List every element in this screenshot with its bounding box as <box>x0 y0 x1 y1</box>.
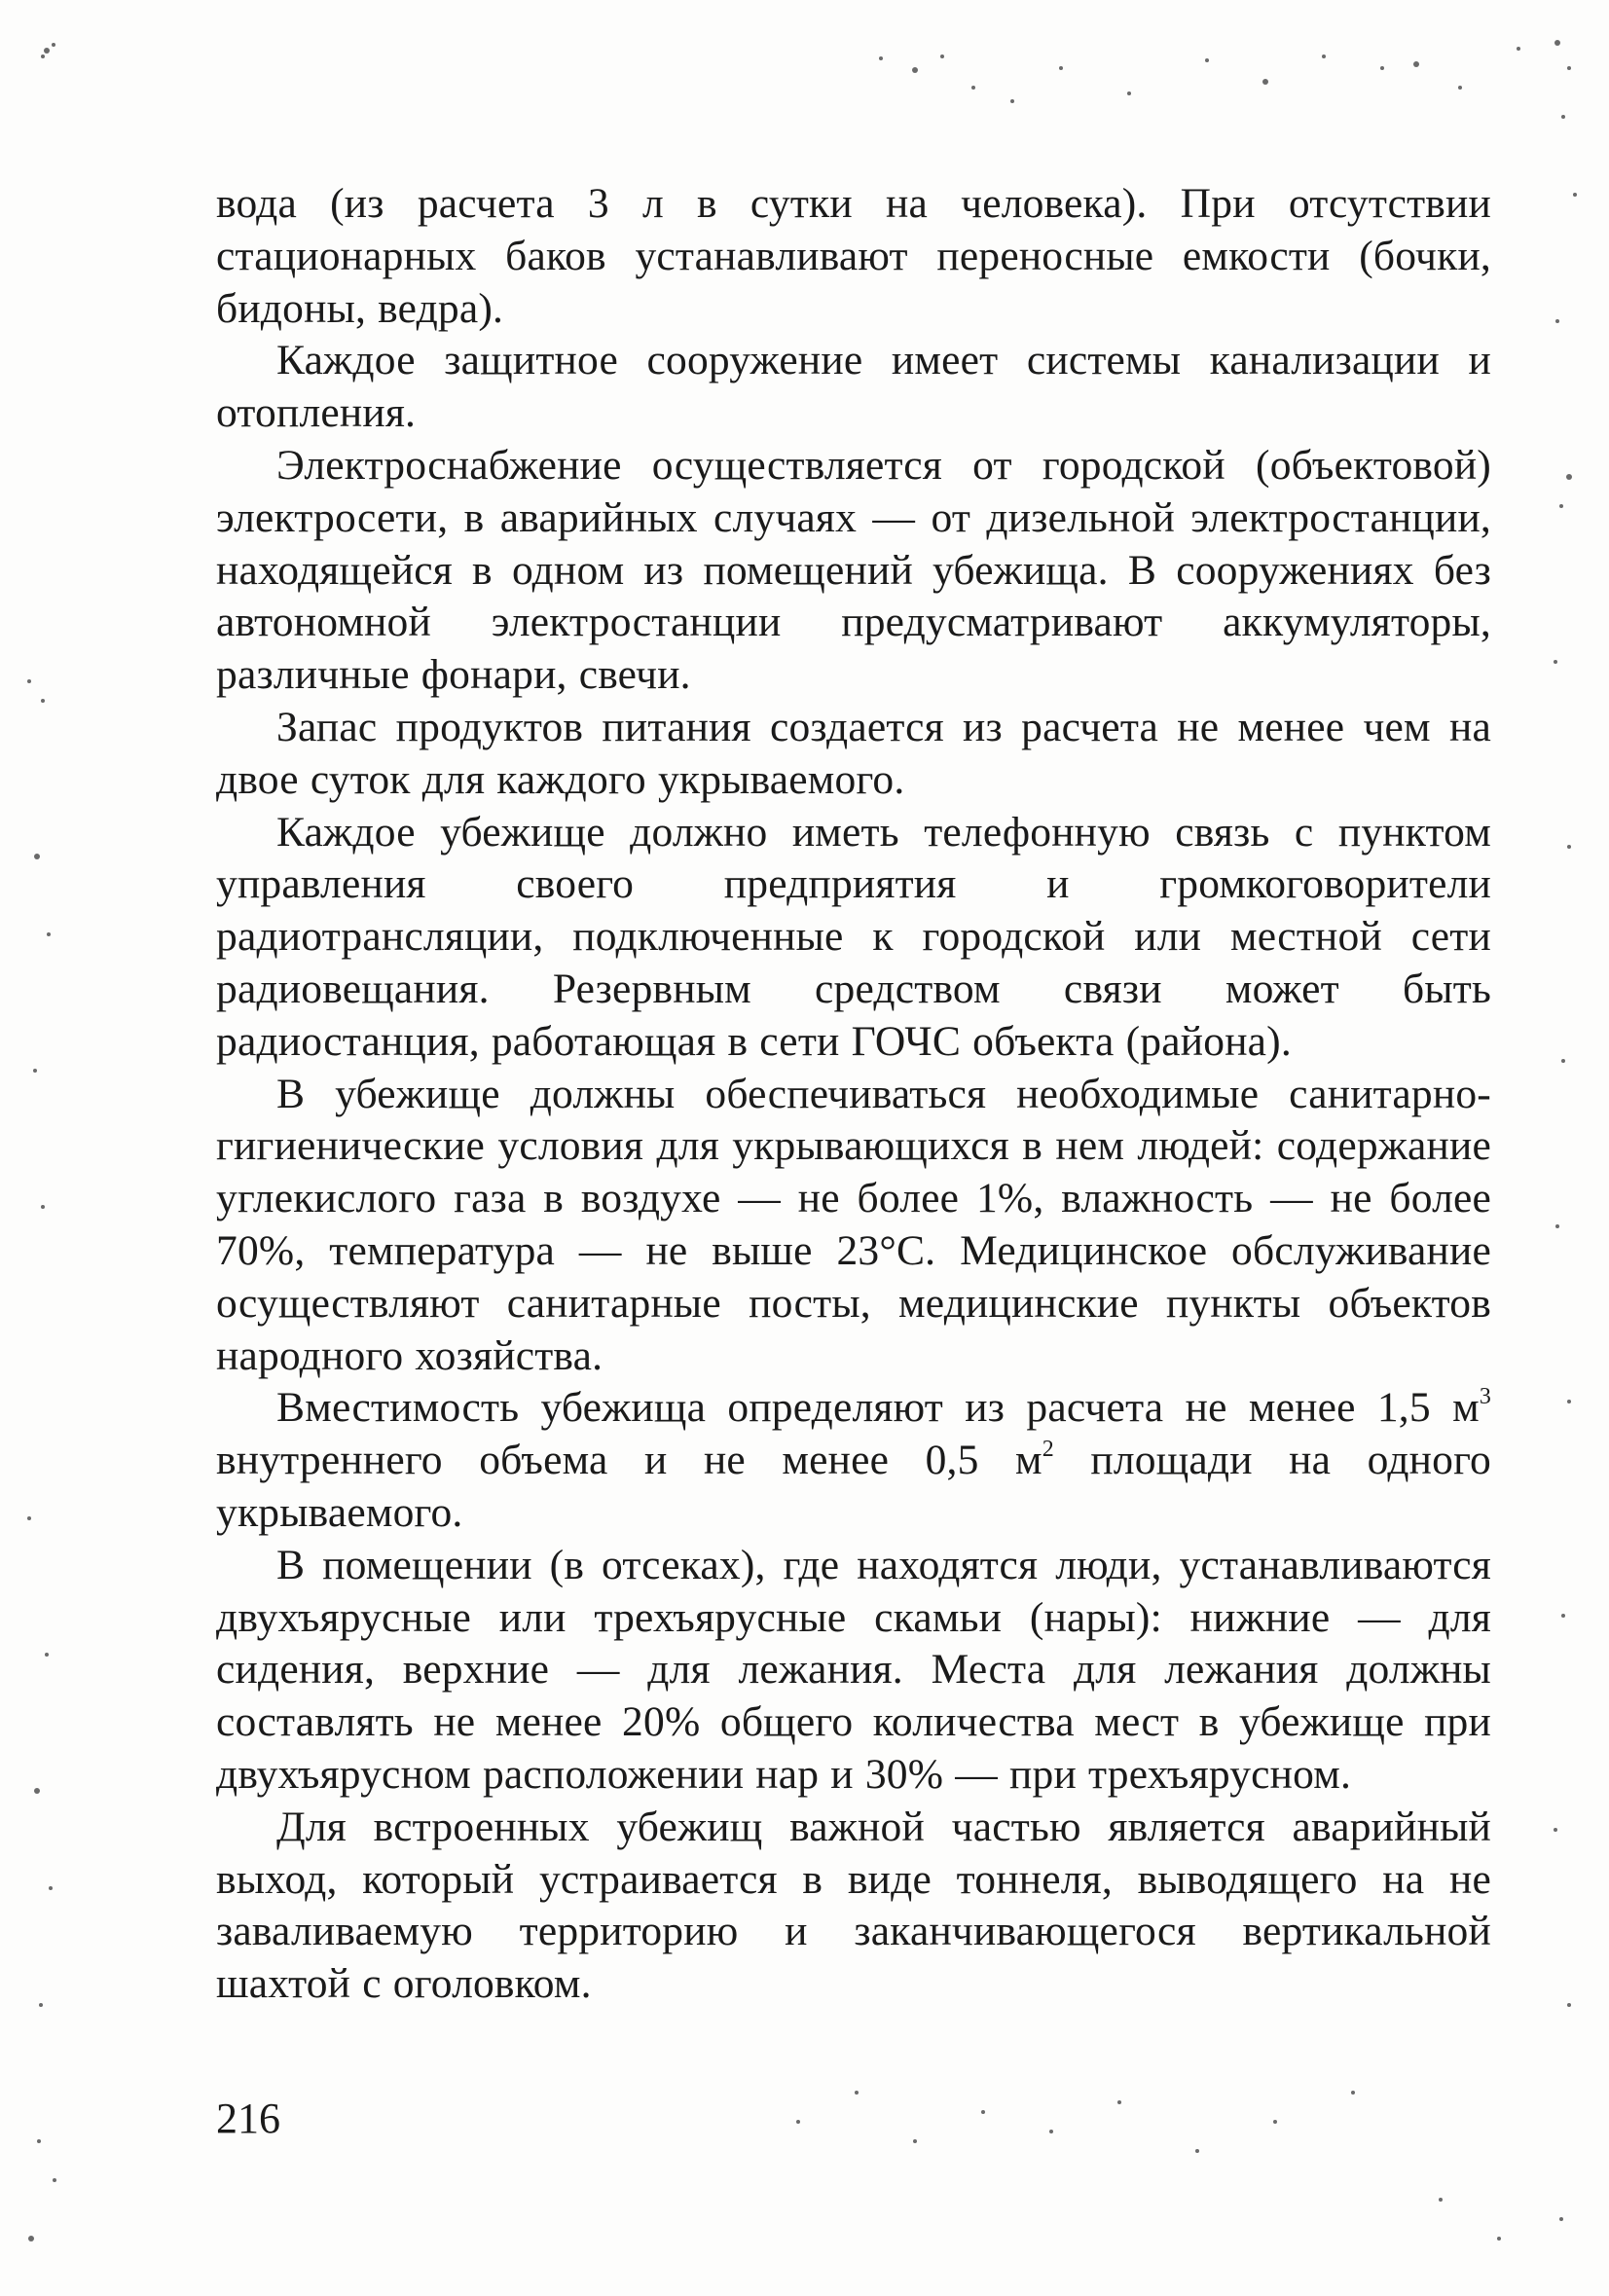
paragraph: Каждое убежище должно иметь телефонную связь с пунктом управления своего предприятия и громкоговорители радиотрансляции, подключенные к городской или местной сети радиовещания. Резервным средством связи может быть радиостанция, работающая в сети ГОЧС объекта (района). <box>216 808 1491 1065</box>
paragraph: Запас продуктов питания создается из расчета не менее чем на двое суток для каждого укрываемого. <box>216 703 1491 803</box>
body-text <box>216 178 1491 2011</box>
paragraph: Электроснабжение осуществляется от городской (объектовой) электросети, в аварийных случаях — от дизельной электростанции, находящейся в одном из помещений убежища. В сооружениях без автономной электростанции предусматривают аккумуляторы, различные фонари, свечи. <box>216 441 1491 699</box>
paragraph: Для встроенных убежищ важной частью является аварийный выход, который устраивается в виде тоннеля, выводящего на не заваливаемую территорию и заканчивающегося вертикальной шахтой с оголовком. <box>216 1803 1491 2008</box>
paragraph-text: Вместимость убежища определяют из расчета не менее 1,5 м <box>276 1384 1480 1432</box>
paragraph: В помещении (в отсеках), где находятся люди, устанавливаются двухъярусные или трехъярусные скамьи (нары): нижние — для сидения, верхние — для лежания. Места для лежания должны составлять не менее 20% общего количества мест в убежище при двухъярусном расположении нар и 30% — при трехъярусном. <box>216 1541 1491 1798</box>
paragraph-text: площади на одного укрываемого. <box>216 1437 1491 1536</box>
paragraph: вода (из расчета 3 л в сутки на человека). При отсутствии стационарных баков устанавливают переносные емкости (бочки, бидоны, ведра). <box>216 180 1491 332</box>
paragraph: Каждое защитное сооружение имеет системы канализации и отопления. <box>216 337 1491 437</box>
superscript: 3 <box>1479 1384 1491 1410</box>
superscript: 2 <box>1042 1437 1054 1463</box>
paragraph-text: внутреннего объема и не менее 0,5 м <box>216 1437 1042 1484</box>
page-number: 216 <box>216 2095 280 2142</box>
paragraph-capacity <box>216 1382 1491 1539</box>
paragraph: В убежище должны обеспечиваться необходимые санитарно-гигиенические условия для укрывающихся в нем людей: содержание углекислого газа в воздухе — не более 1%, влажность — не более 70%, температура — не выше 23°С. Медицинское обслуживание осуществляют санитарные посты, медицинские пункты объектов народного хозяйства. <box>216 1070 1491 1379</box>
